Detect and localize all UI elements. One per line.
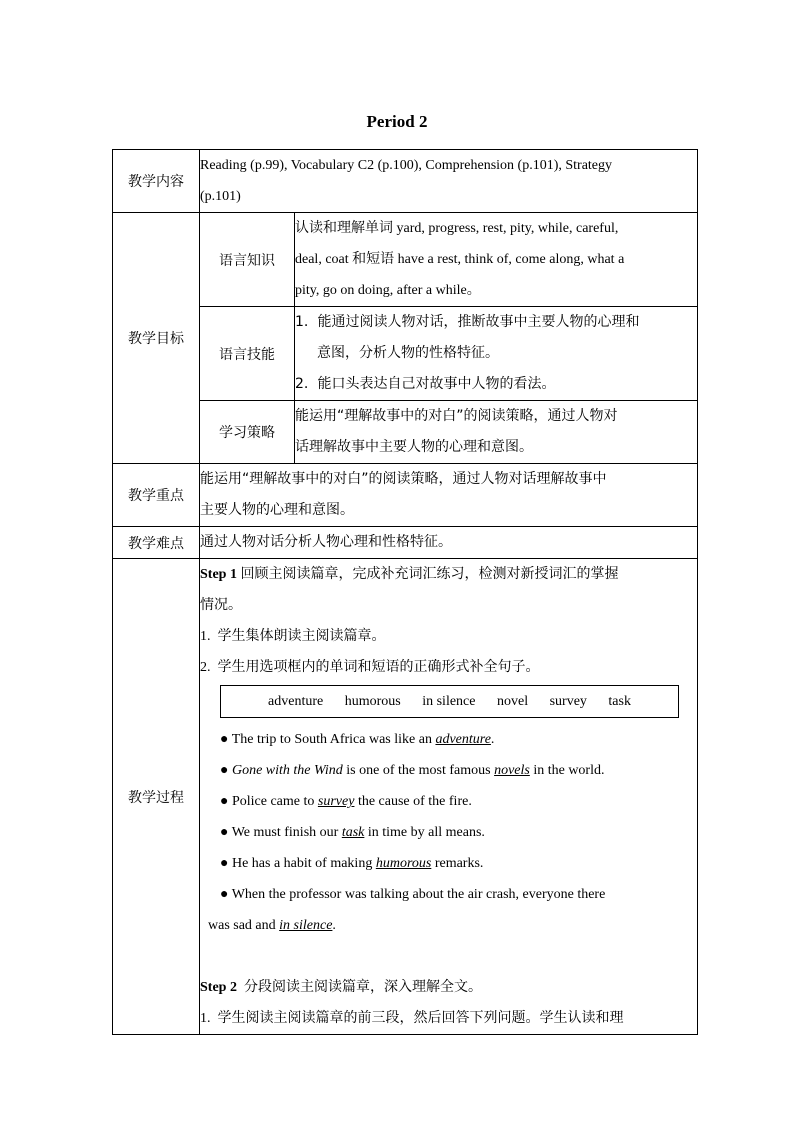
sentence-5-post: remarks. <box>431 856 484 871</box>
goals-strategy-row <box>113 401 698 464</box>
sentence-4-pre: We must finish our <box>231 825 342 840</box>
step1-item-2 <box>200 652 697 683</box>
word-bank-item: humorous <box>344 694 401 709</box>
sentence-2-post: in the world. <box>529 763 605 778</box>
sentence-3-answer: survey <box>317 794 355 809</box>
goals-knowledge-row <box>113 213 698 307</box>
bullet-icon: ● <box>220 887 229 902</box>
sentence-5-answer: humorous <box>375 856 432 871</box>
key-points-line-2: 主要人物的心理和意图。 <box>200 502 354 518</box>
content-label: 教学内容 <box>113 150 200 213</box>
sentence-3-pre: Police came to <box>231 794 318 809</box>
sentence-6-answer: in silence <box>279 918 333 933</box>
step1-title: Step 1 <box>200 567 237 582</box>
difficulties-line: 通过人物对话分析人物心理和性格特征。 <box>200 534 452 550</box>
step1-item-2-num: 2. <box>200 660 211 675</box>
sentence-6 <box>200 879 697 910</box>
strategy-text <box>295 401 698 464</box>
sentence-6-post: . <box>332 918 336 933</box>
difficulties-label: 教学难点 <box>113 527 200 559</box>
step1-item-1-num: 1. <box>200 629 211 644</box>
step2-item-1 <box>200 1003 697 1034</box>
sentence-6-line-2 <box>200 910 697 941</box>
step2-item-1-num: 1. <box>200 1011 211 1026</box>
sentence-2 <box>200 755 697 786</box>
sentence-4 <box>200 817 697 848</box>
content-row <box>113 150 698 213</box>
skills-item-2-num: 2. <box>295 376 309 392</box>
lesson-plan-table <box>112 149 698 1035</box>
sentence-3 <box>200 786 697 817</box>
knowledge-line-2: deal, coat 和短语 have a rest, think of, come along, what a <box>295 252 625 267</box>
word-bank-item: adventure <box>268 694 324 709</box>
step2-desc: 分段阅读主阅读篇章，深入理解全文。 <box>243 979 482 995</box>
step2-line <box>200 972 697 1003</box>
sentence-1-post: . <box>490 732 495 747</box>
sentence-2-pre: is one of the most famous <box>342 763 495 778</box>
sentence-4-answer: task <box>341 825 365 840</box>
sentence-2-answer: novels <box>494 763 530 778</box>
skills-label: 语言技能 <box>200 307 295 401</box>
step1-item-1 <box>200 621 697 652</box>
sentence-4-post: in time by all means. <box>364 825 485 840</box>
key-points-text <box>200 464 698 527</box>
process-text <box>200 559 698 1035</box>
content-line-1: Reading (p.99), Vocabulary C2 (p.100), Comprehension (p.101), Strategy <box>200 158 613 173</box>
difficulties-text <box>200 527 698 559</box>
word-bank-item: in silence <box>422 694 476 709</box>
bullet-icon: ● <box>220 732 229 747</box>
step1-item-1-text: 学生集体朗读主阅读篇章。 <box>217 628 386 644</box>
skills-item-2-text: 能口头表达自己对故事中人物的看法。 <box>317 376 556 392</box>
page-title: Period 2 <box>366 112 428 131</box>
word-bank-item: survey <box>549 694 587 709</box>
skills-text <box>295 307 698 401</box>
content-line-2: (p.101) <box>200 189 241 204</box>
difficulties-row <box>113 527 698 559</box>
sentence-6-pre: was sad and <box>208 918 280 933</box>
sentence-6-line-1: When the professor was talking about the air crash, everyone there <box>231 887 606 902</box>
content-text <box>200 150 698 213</box>
bullet-icon: ● <box>220 825 229 840</box>
sentence-1 <box>200 724 697 755</box>
key-points-label: 教学重点 <box>113 464 200 527</box>
sentence-5 <box>200 848 697 879</box>
step1-line-1 <box>200 559 697 590</box>
strategy-label: 学习策略 <box>200 401 295 464</box>
sentence-1-answer: adventure <box>435 732 491 747</box>
step1-item-2-text: 学生用选项框内的单词和短语的正确形式补全句子。 <box>217 659 540 675</box>
strategy-line-2: 话理解故事中主要人物的心理和意图。 <box>295 439 533 455</box>
skills-item-1-num: 1. <box>295 314 309 330</box>
skills-item-2 <box>295 369 697 400</box>
knowledge-line-3: pity, go on doing, after a while。 <box>295 283 481 298</box>
goals-skills-row <box>113 307 698 401</box>
goals-label: 教学目标 <box>113 213 200 464</box>
sentence-1-pre: The trip to South Africa was like an <box>231 732 436 747</box>
step2-title: Step 2 <box>200 980 237 995</box>
key-points-row <box>113 464 698 527</box>
sentence-3-post: the cause of the fire. <box>354 794 472 809</box>
bullet-icon: ● <box>220 856 229 871</box>
knowledge-label: 语言知识 <box>200 213 295 307</box>
word-bank-item: task <box>608 694 631 709</box>
strategy-line-1: 能运用“理解故事中的对白”的阅读策略，通过人物对 <box>295 408 618 424</box>
process-label: 教学过程 <box>113 559 200 1035</box>
word-bank-item: novel <box>496 694 529 709</box>
process-row <box>113 559 698 1035</box>
bullet-icon: ● <box>220 763 229 778</box>
step1-desc-2: 情况。 <box>200 597 242 613</box>
key-points-line-1: 能运用“理解故事中的对白”的阅读策略，通过人物对话理解故事中 <box>200 471 607 487</box>
skills-item-1-line-2: 意图，分析人物的性格特征。 <box>317 345 499 361</box>
bullet-icon: ● <box>220 794 229 809</box>
sentence-5-pre: He has a habit of making <box>231 856 376 871</box>
skills-item-1 <box>295 307 697 338</box>
step1-desc-1: 回顾主阅读篇章，完成补充词汇练习，检测对新授词汇的掌握 <box>240 566 619 582</box>
sentence-2-book-title: Gone with the Wind <box>231 763 343 778</box>
knowledge-text <box>295 213 698 307</box>
word-bank-box <box>220 685 679 718</box>
step2-item-1-text: 学生阅读主阅读篇章的前三段，然后回答下列问题。学生认读和理 <box>217 1010 624 1026</box>
skills-item-1-line-1: 能通过阅读人物对话，推断故事中主要人物的心理和 <box>317 314 640 330</box>
blank-line <box>200 941 697 972</box>
knowledge-line-1: 认读和理解单词 yard, progress, rest, pity, while, careful, <box>295 221 619 236</box>
